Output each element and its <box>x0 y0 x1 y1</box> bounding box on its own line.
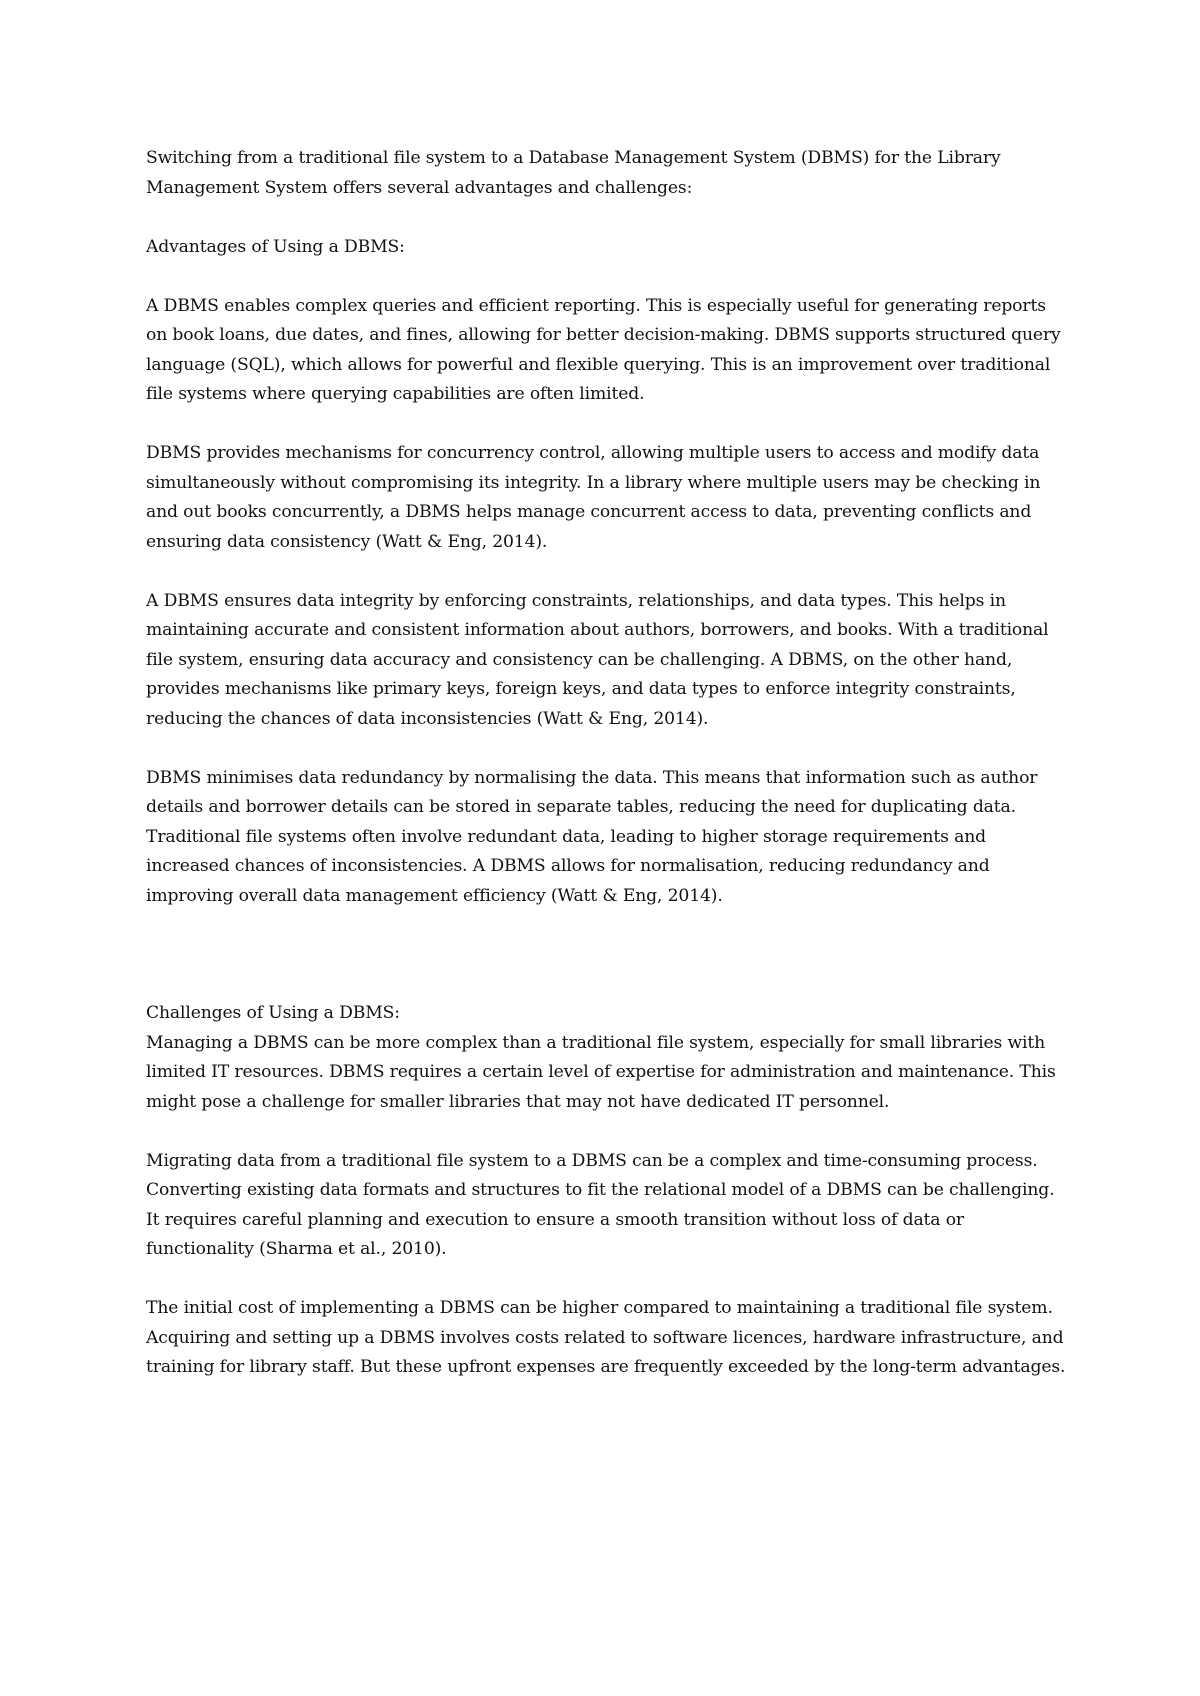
challenge-paragraph-complexity: Managing a DBMS can be more complex than a traditional file system, especially for small libraries with limited IT resources. DBMS requires a certain level of expertise for administration and maintenance. This might pose a challenge for smaller libraries that may not have dedicated IT personnel. <box>146 1032 1056 1112</box>
advantage-paragraph-queries: A DBMS enables complex queries and efficient reporting. This is especially useful for generating reports on book loans, due dates, and fines, allowing for better decision-making. DBMS supports structured query language (SQL), which allows for powerful and flexible querying. This is an improvement over traditional file systems where querying capabilities are often limited. <box>146 295 1061 404</box>
advantage-paragraph-integrity: A DBMS ensures data integrity by enforcing constraints, relationships, and data types. This helps in maintaining accurate and consistent information about authors, borrowers, and books. With a traditional file system, ensuring data accuracy and consistency can be challenging. A DBMS, on the other hand, provides mechanisms like primary keys, foreign keys, and data types to enforce integrity constraints, reducing the chances of data inconsistencies (Watt & Eng, 2014). <box>146 590 1049 729</box>
advantages-heading: Advantages of Using a DBMS: <box>146 236 405 257</box>
document-body <box>146 144 1066 1412</box>
advantage-paragraph-redundancy: DBMS minimises data redundancy by normalising the data. This means that information such as author details and borrower details can be stored in separate tables, reducing the need for duplicating data. Traditional file systems often involve redundant data, leading to higher storage requirements and increased chances of inconsistencies. A DBMS allows for normalisation, reducing redundancy and improving overall data management efficiency (Watt & Eng, 2014). <box>146 767 1038 906</box>
challenge-paragraph-migration: Migrating data from a traditional file system to a DBMS can be a complex and time-consuming process. Converting existing data formats and structures to fit the relational model of a DBMS can be challenging. It requires careful planning and execution to ensure a smooth transition without loss of data or functionality (Sharma et al., 2010). <box>146 1150 1055 1259</box>
challenge-paragraph-cost: The initial cost of implementing a DBMS can be higher compared to maintaining a traditional file system. Acquiring and setting up a DBMS involves costs related to software licences, hardware infrastructure, and training for library staff. But these upfront expenses are frequently exceeded by the long-term advantages. <box>146 1298 1066 1377</box>
challenges-heading: Challenges of Using a DBMS: <box>146 1003 400 1023</box>
advantage-paragraph-concurrency: DBMS provides mechanisms for concurrency control, allowing multiple users to access and modify data simultaneously without compromising its integrity. In a library where multiple users may be checking in and out books concurrently, a DBMS helps manage concurrent access to data, preventing conflicts and ensuring data consistency (Watt & Eng, 2014). <box>146 443 1041 552</box>
intro-paragraph: Switching from a traditional file system to a Database Management System (DBMS) for the Library Management System offers several advantages and challenges: <box>146 148 1001 198</box>
